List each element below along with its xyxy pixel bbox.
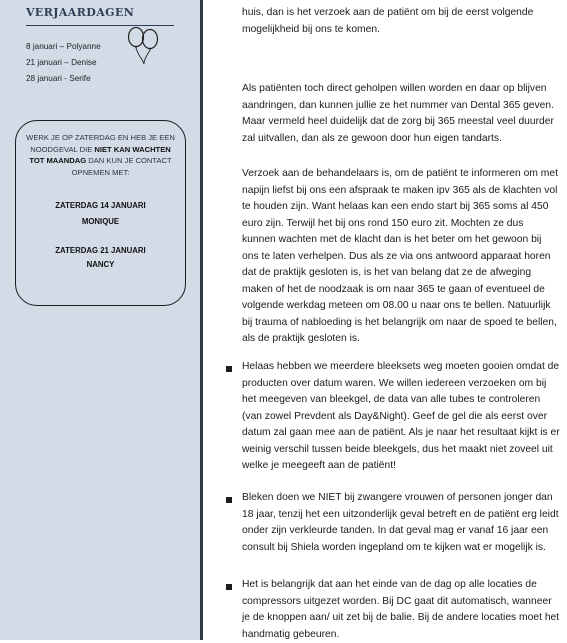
- callout-emphasis: NIET KAN WACHTEN TOT MAANDAG: [29, 144, 171, 166]
- bullet-icon: [226, 584, 232, 590]
- bullet-icon: [226, 497, 232, 503]
- callout-intro: WERK JE OP ZATERDAG EN HEB JE EEN NOODGEVAL DIE NIET KAN WACHTEN TOT MAANDAG DAN KUN JE CONTACT OPNEMEN MET:: [26, 133, 175, 177]
- birthday-item: 21 januari – Denise: [26, 58, 97, 67]
- shift-contact-name: MONIQUE: [81, 217, 120, 227]
- balloons-icon: [125, 24, 161, 66]
- paragraph: Als patiënten toch direct geholpen willen worden en daar op blijven aandringen, dan kunnen jullie ze het nummer van Dental 365 geven. Maar vermeld heel duidelijk dat de zorg bij 365 meestal veel duurder zal uitvallen, dan als ze gewoon door hun eigen tandarts.: [242, 83, 554, 144]
- shift-contact-name: NANCY: [86, 260, 115, 270]
- bullet-icon: [226, 366, 232, 372]
- birthday-item: 8 januari – Polyanne: [26, 42, 101, 51]
- birthdays-heading: VERJAARDAGEN: [26, 6, 135, 19]
- shift-day: ZATERDAG 14 JANUARI: [55, 201, 146, 211]
- bullet-item: Bleken doen we NIET bij zwangere vrouwen of personen jonger dan 18 jaar, tenzij het een uitzonderlijk geval betreft en de patiënt erg leidt onder zijn verkleurde tanden. In dat geval mag er vanaf 16 jaar een consult bij Shiela worden ingepland om te kijken wat er mogelijk is.: [242, 492, 559, 553]
- bullet-item: Het is belangrijk dat aan het einde van de dag op alle locaties de compressors uitgezet worden. Bij DC gaat dit automatisch, wanneer je de knoppen aan/ uit zet bij de balie. Bij de andere locaties moet het handmatig gebeuren.: [242, 579, 560, 640]
- weekend-emergency-callout: [15, 120, 186, 306]
- birthday-item: 28 januari - Serife: [26, 74, 91, 83]
- birthday-list: [26, 39, 101, 87]
- sidebar: [0, 0, 200, 640]
- paragraph: huis, dan is het verzoek aan de patiënt om bij de eerst volgende mogelijkheid bij ons te komen.: [242, 7, 534, 35]
- column-divider: [200, 0, 203, 640]
- shift-day: ZATERDAG 21 JANUARI: [55, 246, 146, 256]
- paragraph: Verzoek aan de behandelaars is, om de patiënt te informeren om met napijn liefst bij ons een afspraak te maken ipv 365 als de klachten vol te houden zijn. Want helaas kan een endo start bij 365 soms al 450 euro zijn. Terwijl het bij ons rond 150 euro zit. Mochten ze dus kunnen wachten met de klacht dan is het beter om het gewoon bij ons te laten verhelpen. Dus als ze via ons antwoord apparaat horen dat de praktijk gesloten is, is het van belang dat ze de afweging maken of het de noodzaak is om naar 365 te gaan of eventueel de volgende werkdag meteen om 08.00 u naar ons te bellen. Natuurlijk bij trauma of nabloeding is het belangrijk om naar de spoed te bellen, als de praktijk gesloten is.: [242, 168, 558, 344]
- bullet-item: Helaas hebben we meerdere bleeksets weg moeten gooien omdat de producten over datum waren. We willen iedereen verzoeken om bij het meegeven van bleekgel, de data van alle tubes te controleren (van zowel Prevdent als Day&Night). Geef de gel die als eerst over datum zal gaan mee aan de patiënt. Als je naar het resultaat kijkt is er weinig verschil tussen beide bleekgels, dus het maakt niet zoveel uit welke je meegeeft aan de patiënt!: [242, 361, 560, 471]
